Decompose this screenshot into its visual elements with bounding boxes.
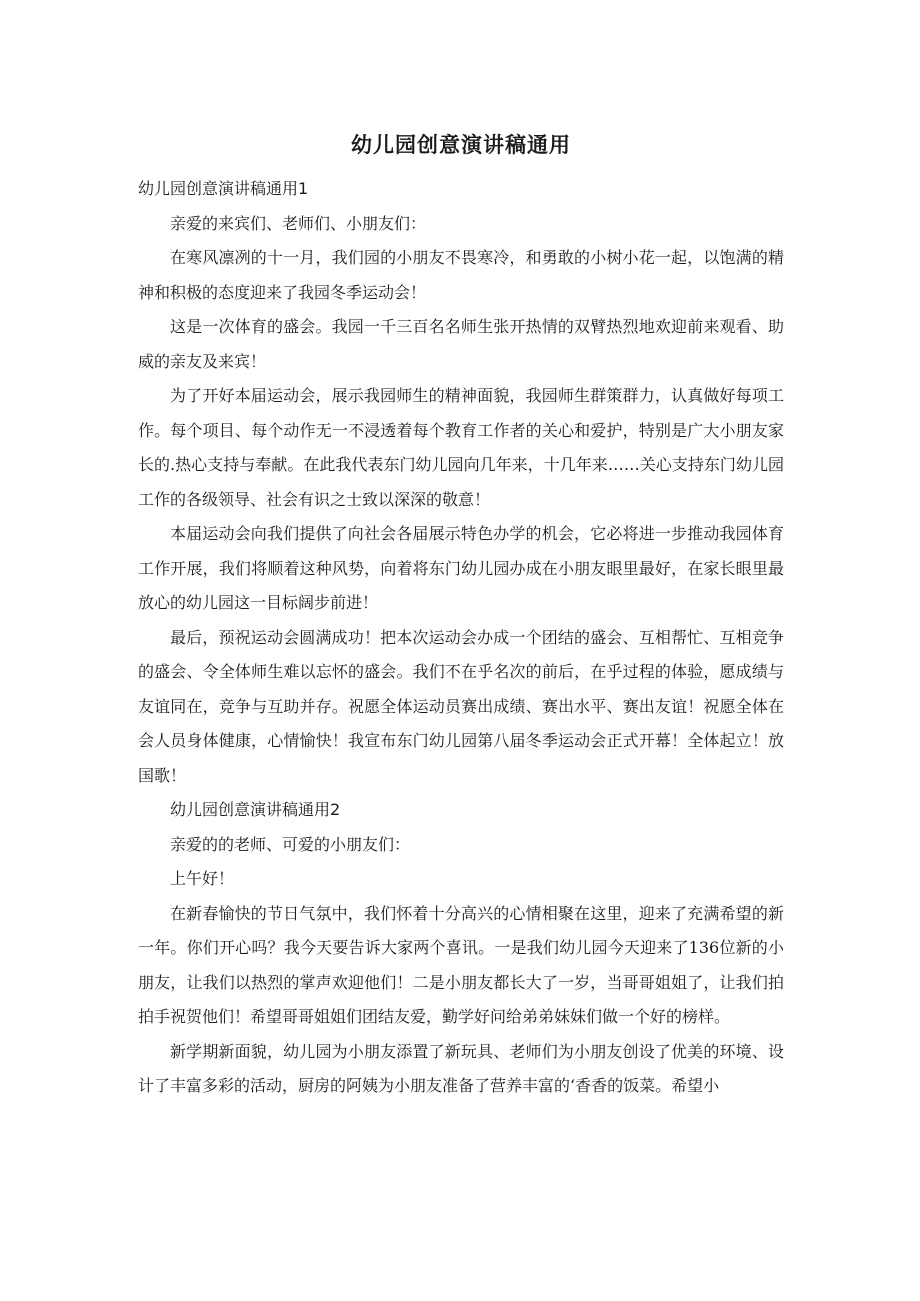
section-heading: 幼儿园创意演讲稿通用2 — [170, 800, 341, 819]
salutation: 亲爱的的老师、可爱的小朋友们： — [170, 834, 411, 854]
greeting: 上午好！ — [170, 869, 235, 888]
body-paragraph: 在寒风凛冽的十一月，我们园的小朋友不畏寒冷，和勇敢的小树小花一起，以饱满的精神和积极的态度迎来了我园冬季运动会！ — [138, 248, 784, 302]
document-title: 幼儿园创意演讲稿通用 — [351, 133, 571, 157]
body-paragraph: 这是一次体育的盛会。我园一千三百名名师生张开热情的双臂热烈地欢迎前来观看、助威的亲友及来宾！ — [138, 317, 784, 371]
body-paragraph: 本届运动会向我们提供了向社会各届展示特色办学的机会，它必将进一步推动我园体育工作开展，我们将顺着这种风势，向着将东门幼儿园办成在小朋友眼里最好，在家长眼里最放心的幼儿园这一目标阔步前进！ — [138, 524, 784, 612]
body-paragraph: 为了开好本届运动会，展示我园师生的精神面貌，我园师生群策群力，认真做好每项工作。每个项目、每个动作无一不浸透着每个教育工作者的关心和爱护，特别是广大小朋友家长的.热心支持与奉献。在此我代表东门幼儿园向几年来，十几年来……关心支持东门幼儿园工作的各级领导、社会有识之士致以深深的敬意！ — [138, 386, 784, 509]
document-body — [138, 172, 784, 1104]
salutation: 亲爱的来宾们、老师们、小朋友们： — [170, 213, 427, 233]
body-paragraph: 新学期新面貌，幼儿园为小朋友添置了新玩具、老师们为小朋友创设了优美的环境、设计了丰富多彩的活动，厨房的阿姨为小朋友准备了营养丰富的‘香香的饭菜。希望小 — [138, 1041, 784, 1095]
body-paragraph: 在新春愉快的节日气氛中，我们怀着十分高兴的心情相聚在这里，迎来了充满希望的新一年。你们开心吗？我今天要告诉大家两个喜讯。一是我们幼儿园今天迎来了136位新的小朋友，让我们以热烈的掌声欢迎他们！二是小朋友都长大了一岁，当哥哥姐姐了，让我们拍拍手祝贺他们！希望哥哥姐姐们团结友爱，勤学好问给弟弟妹妹们做一个好的榜样。 — [138, 903, 784, 1026]
section-heading: 幼儿园创意演讲稿通用1 — [138, 179, 309, 198]
document-page — [138, 0, 784, 1104]
body-paragraph: 最后，预祝运动会圆满成功！把本次运动会办成一个团结的盛会、互相帮忙、互相竞争的盛会、令全体师生难以忘怀的盛会。我们不在乎名次的前后，在乎过程的体验，愿成绩与友谊同在，竞争与互助并存。祝愿全体运动员赛出成绩、赛出水平、赛出友谊！祝愿全体在会人员身体健康，心情愉快！我宣布东门幼儿园第八届冬季运动会正式开幕！全体起立！放国歌！ — [138, 627, 784, 785]
